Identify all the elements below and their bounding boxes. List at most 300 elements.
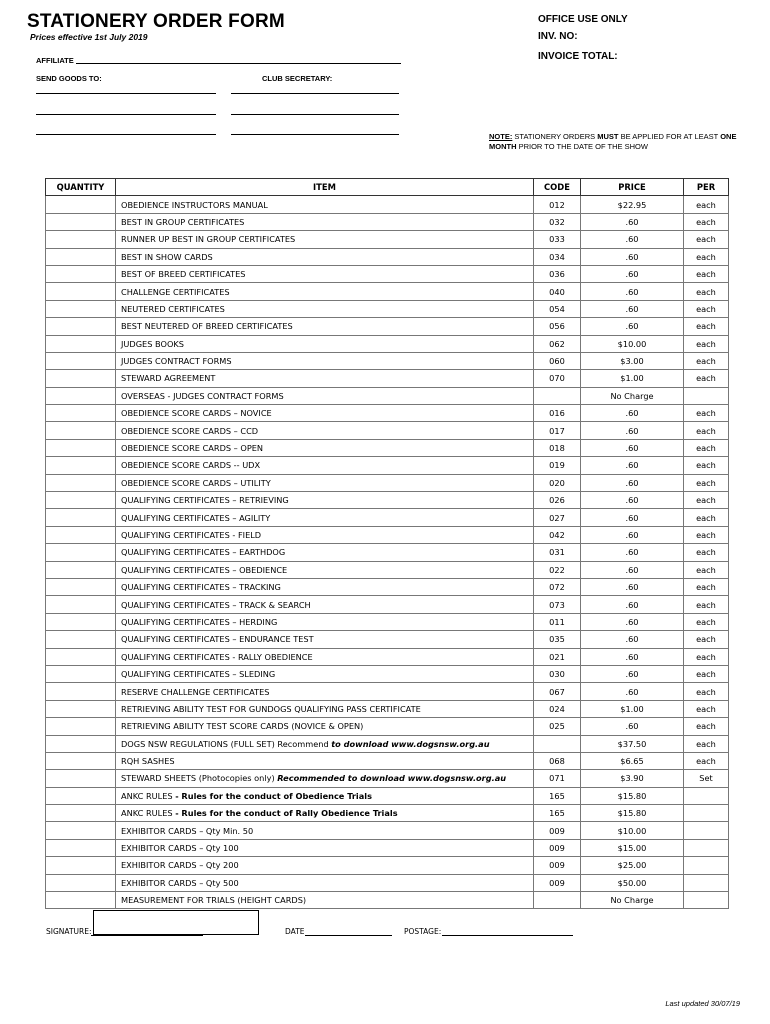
quantity-cell[interactable] xyxy=(46,648,116,665)
item-cell xyxy=(116,787,534,804)
item-text: EXHIBITOR CARDS – Qty 100 xyxy=(121,843,239,854)
item-cell xyxy=(116,335,534,352)
signature-box[interactable] xyxy=(93,910,259,935)
table-row xyxy=(46,787,729,804)
quantity-cell[interactable] xyxy=(46,335,116,352)
send-goods-label: SEND GOODS TO: xyxy=(36,74,102,83)
item-cell xyxy=(116,422,534,439)
code-cell: 070 xyxy=(534,370,581,387)
table-row xyxy=(46,387,729,404)
item-text: EXHIBITOR CARDS – Qty Min. 50 xyxy=(121,825,254,836)
quantity-cell[interactable] xyxy=(46,526,116,543)
price-cell: $15.80 xyxy=(581,805,684,822)
item-cell xyxy=(116,509,534,526)
table-row xyxy=(46,648,729,665)
price-cell: .60 xyxy=(581,648,684,665)
quantity-cell[interactable] xyxy=(46,613,116,630)
code-cell: 009 xyxy=(534,874,581,891)
send-goods-line-3[interactable] xyxy=(36,134,216,135)
postage-field[interactable] xyxy=(442,935,573,936)
quantity-cell[interactable] xyxy=(46,770,116,787)
item-text: NEUTERED CERTIFICATES xyxy=(121,303,225,314)
item-text: QUALIFYING CERTIFICATES – SLEDING xyxy=(121,669,276,680)
per-cell: each xyxy=(684,648,729,665)
item-text: QUALIFYING CERTIFICATES - FIELD xyxy=(121,530,262,540)
item-text: BEST IN GROUP CERTIFICATES xyxy=(121,216,245,227)
code-cell: 042 xyxy=(534,526,581,543)
price-cell: $10.00 xyxy=(581,335,684,352)
code-cell: 072 xyxy=(534,578,581,595)
item-text: EXHIBITOR CARDS – Qty 500 xyxy=(121,877,239,888)
price-cell: $6.65 xyxy=(581,752,684,769)
price-cell: .60 xyxy=(581,596,684,613)
price-cell: .60 xyxy=(581,509,684,526)
per-cell xyxy=(684,857,729,874)
table-row xyxy=(46,665,729,682)
per-cell: each xyxy=(684,544,729,561)
item-bold: - Rules for the conduct of Rally Obedience Trials xyxy=(175,808,398,819)
quantity-cell[interactable] xyxy=(46,422,116,439)
item-text: JUDGES CONTRACT FORMS xyxy=(121,356,232,367)
item-cell xyxy=(116,718,534,735)
code-cell xyxy=(534,735,581,752)
per-cell xyxy=(684,805,729,822)
per-cell: each xyxy=(684,370,729,387)
per-cell: each xyxy=(684,318,729,335)
note-part: PRIOR TO THE DATE OF THE SHOW xyxy=(516,142,648,151)
item-cell xyxy=(116,683,534,700)
item-cell xyxy=(116,631,534,648)
item-cell xyxy=(116,735,534,752)
per-cell: each xyxy=(684,300,729,317)
per-cell: each xyxy=(684,231,729,248)
item-cell xyxy=(116,665,534,682)
table-row xyxy=(46,752,729,769)
code-cell: 031 xyxy=(534,544,581,561)
affiliate-label: AFFILIATE xyxy=(36,56,74,65)
item-header: ITEM xyxy=(116,179,534,196)
quantity-cell[interactable] xyxy=(46,665,116,682)
price-cell: .60 xyxy=(581,474,684,491)
quantity-cell[interactable] xyxy=(46,231,116,248)
code-cell: 032 xyxy=(534,213,581,230)
quantity-cell[interactable] xyxy=(46,718,116,735)
per-cell: each xyxy=(684,265,729,282)
price-cell: $1.00 xyxy=(581,700,684,717)
quantity-cell[interactable] xyxy=(46,631,116,648)
item-text: QUALIFYING CERTIFICATES – RETRIEVING xyxy=(121,495,289,506)
per-cell: Set xyxy=(684,770,729,787)
code-cell: 025 xyxy=(534,718,581,735)
price-cell: .60 xyxy=(581,422,684,439)
per-cell: each xyxy=(684,735,729,752)
invoice-total-label: INVOICE TOTAL: xyxy=(538,51,618,62)
send-goods-line-2[interactable] xyxy=(36,114,216,115)
item-cell xyxy=(116,874,534,891)
note-part: STATIONERY ORDERS xyxy=(512,132,598,141)
price-cell: .60 xyxy=(581,265,684,282)
item-text: RETRIEVING ABILITY TEST SCORE CARDS (NOVICE & OPEN) xyxy=(121,721,364,732)
per-cell: each xyxy=(684,752,729,769)
item-text: JUDGES BOOKS xyxy=(121,338,184,349)
per-cell xyxy=(684,822,729,839)
item-cell xyxy=(116,405,534,422)
quantity-cell[interactable] xyxy=(46,805,116,822)
item-cell xyxy=(116,352,534,369)
item-cell xyxy=(116,300,534,317)
code-cell: 011 xyxy=(534,613,581,630)
code-cell: 071 xyxy=(534,770,581,787)
per-cell: each xyxy=(684,665,729,682)
item-text: QUALIFYING CERTIFICATES – TRACK & SEARCH xyxy=(121,599,311,610)
item-cell xyxy=(116,700,534,717)
item-text: RQH SASHES xyxy=(121,756,175,767)
quantity-cell[interactable] xyxy=(46,492,116,509)
price-cell: $50.00 xyxy=(581,874,684,891)
price-cell: .60 xyxy=(581,457,684,474)
postage-label: POSTAGE: xyxy=(404,927,442,936)
affiliate-field[interactable] xyxy=(76,63,401,64)
quantity-cell[interactable] xyxy=(46,387,116,404)
item-cell xyxy=(116,213,534,230)
code-cell: 165 xyxy=(534,805,581,822)
item-text: QUALIFYING CERTIFICATES – TRACKING xyxy=(121,582,281,593)
item-text: OBEDIENCE SCORE CARDS – OPEN xyxy=(121,443,264,454)
per-cell: each xyxy=(684,596,729,613)
price-cell: .60 xyxy=(581,300,684,317)
price-cell: .60 xyxy=(581,578,684,595)
note-text xyxy=(489,132,749,152)
table-row xyxy=(46,492,729,509)
table-row xyxy=(46,770,729,787)
item-bold: - Rules for the conduct of Obedience Trials xyxy=(175,790,372,801)
code-cell: 019 xyxy=(534,457,581,474)
code-cell: 009 xyxy=(534,822,581,839)
table-row xyxy=(46,822,729,839)
item-text: OVERSEAS - JUDGES CONTRACT FORMS xyxy=(121,390,284,401)
table-row xyxy=(46,405,729,422)
quantity-cell[interactable] xyxy=(46,822,116,839)
item-cell xyxy=(116,526,534,543)
table-row xyxy=(46,857,729,874)
item-text: CHALLENGE CERTIFICATES xyxy=(121,286,230,297)
per-cell: each xyxy=(684,283,729,300)
price-cell: No Charge xyxy=(581,387,684,404)
quantity-cell[interactable] xyxy=(46,596,116,613)
item-cell xyxy=(116,822,534,839)
code-cell: 009 xyxy=(534,857,581,874)
note-label: NOTE: xyxy=(489,132,513,141)
price-cell: .60 xyxy=(581,544,684,561)
quantity-cell[interactable] xyxy=(46,735,116,752)
code-cell: 054 xyxy=(534,300,581,317)
code-cell: 035 xyxy=(534,631,581,648)
item-cell xyxy=(116,492,534,509)
per-cell: each xyxy=(684,439,729,456)
item-cell xyxy=(116,648,534,665)
per-cell: each xyxy=(684,700,729,717)
item-cell xyxy=(116,752,534,769)
table-header-row xyxy=(46,179,729,196)
office-use-label: OFFICE USE ONLY xyxy=(538,14,628,25)
item-cell xyxy=(116,196,534,213)
table-row xyxy=(46,578,729,595)
item-text: RETRIEVING ABILITY TEST FOR GUNDOGS QUALIFYING PASS CERTIFICATE xyxy=(121,703,421,714)
inv-no-label: INV. NO: xyxy=(538,31,578,42)
item-text: ANKC RULES xyxy=(121,808,176,819)
per-cell: each xyxy=(684,405,729,422)
code-cell: 017 xyxy=(534,422,581,439)
item-text: QUALIFYING CERTIFICATES – AGILITY xyxy=(121,512,271,523)
table-row xyxy=(46,561,729,578)
code-cell: 068 xyxy=(534,752,581,769)
quantity-cell[interactable] xyxy=(46,561,116,578)
quantity-cell[interactable] xyxy=(46,787,116,804)
item-cell xyxy=(116,857,534,874)
item-cell xyxy=(116,265,534,282)
item-text: OBEDIENCE SCORE CARDS – UTILITY xyxy=(121,477,271,488)
table-row xyxy=(46,439,729,456)
table-row xyxy=(46,805,729,822)
table-row xyxy=(46,283,729,300)
code-cell: 021 xyxy=(534,648,581,665)
price-cell: .60 xyxy=(581,665,684,682)
per-cell xyxy=(684,892,729,909)
signature-field[interactable] xyxy=(91,935,203,936)
item-text: ANKC RULES xyxy=(121,790,176,801)
quantity-cell[interactable] xyxy=(46,839,116,856)
table-row xyxy=(46,300,729,317)
table-row xyxy=(46,735,729,752)
price-cell: .60 xyxy=(581,231,684,248)
item-text: STEWARD SHEETS (Photocopies only) xyxy=(121,773,278,784)
item-cell xyxy=(116,370,534,387)
prices-effective: Prices effective 1st July 2019 xyxy=(30,32,148,42)
item-cell xyxy=(116,805,534,822)
code-cell: 056 xyxy=(534,318,581,335)
code-cell: 018 xyxy=(534,439,581,456)
last-updated: Last updated 30/07/19 xyxy=(665,999,740,1008)
item-text: QUALIFYING CERTIFICATES – ENDURANCE TEST xyxy=(121,634,314,645)
item-cell xyxy=(116,457,534,474)
item-text: STEWARD AGREEMENT xyxy=(121,373,216,384)
quantity-cell[interactable] xyxy=(46,544,116,561)
note-part: BE APPLIED FOR AT LEAST xyxy=(618,132,721,141)
item-text: DOGS NSW REGULATIONS (FULL SET) Recommend xyxy=(121,738,332,749)
price-cell: .60 xyxy=(581,318,684,335)
per-cell: each xyxy=(684,683,729,700)
price-cell: $25.00 xyxy=(581,857,684,874)
code-cell: 034 xyxy=(534,248,581,265)
table-row xyxy=(46,265,729,282)
code-cell: 022 xyxy=(534,561,581,578)
price-cell: .60 xyxy=(581,561,684,578)
quantity-cell[interactable] xyxy=(46,439,116,456)
item-cell xyxy=(116,231,534,248)
per-cell: each xyxy=(684,631,729,648)
per-cell xyxy=(684,387,729,404)
item-text: BEST OF BREED CERTIFICATES xyxy=(121,269,246,280)
quantity-cell[interactable] xyxy=(46,213,116,230)
table-row xyxy=(46,596,729,613)
table-row xyxy=(46,422,729,439)
send-goods-line-1[interactable] xyxy=(36,93,216,94)
quantity-cell[interactable] xyxy=(46,683,116,700)
club-secretary-line-2[interactable] xyxy=(231,114,399,115)
per-cell: each xyxy=(684,422,729,439)
item-cell xyxy=(116,248,534,265)
code-header: CODE xyxy=(534,179,581,196)
per-cell xyxy=(684,787,729,804)
quantity-cell[interactable] xyxy=(46,300,116,317)
per-cell xyxy=(684,839,729,856)
item-cell xyxy=(116,613,534,630)
quantity-cell[interactable] xyxy=(46,892,116,909)
per-cell: each xyxy=(684,474,729,491)
code-cell: 062 xyxy=(534,335,581,352)
table-row xyxy=(46,457,729,474)
per-cell: each xyxy=(684,213,729,230)
price-cell: $1.00 xyxy=(581,370,684,387)
quantity-cell[interactable] xyxy=(46,752,116,769)
quantity-cell[interactable] xyxy=(46,370,116,387)
table-row xyxy=(46,892,729,909)
price-cell: .60 xyxy=(581,213,684,230)
code-cell xyxy=(534,387,581,404)
price-header: PRICE xyxy=(581,179,684,196)
table-row xyxy=(46,352,729,369)
code-cell: 060 xyxy=(534,352,581,369)
item-text: MEASUREMENT FOR TRIALS (HEIGHT CARDS) xyxy=(121,895,307,906)
table-row xyxy=(46,613,729,630)
item-text: RESERVE CHALLENGE CERTIFICATES xyxy=(121,686,270,697)
quantity-cell[interactable] xyxy=(46,857,116,874)
table-row xyxy=(46,631,729,648)
quantity-header: QUANTITY xyxy=(46,179,116,196)
per-cell: each xyxy=(684,509,729,526)
code-cell: 033 xyxy=(534,231,581,248)
item-cell xyxy=(116,474,534,491)
item-text: BEST IN SHOW CARDS xyxy=(121,251,213,262)
price-cell: $22.95 xyxy=(581,196,684,213)
item-emphasis: Recommended to download www.dogsnsw.org.au xyxy=(277,773,507,784)
table-row xyxy=(46,474,729,491)
item-cell xyxy=(116,544,534,561)
per-cell: each xyxy=(684,457,729,474)
table-row xyxy=(46,248,729,265)
quantity-cell[interactable] xyxy=(46,457,116,474)
price-cell: $3.00 xyxy=(581,352,684,369)
item-cell xyxy=(116,439,534,456)
per-cell: each xyxy=(684,526,729,543)
per-cell xyxy=(684,874,729,891)
table-row xyxy=(46,196,729,213)
code-cell: 012 xyxy=(534,196,581,213)
table-row xyxy=(46,718,729,735)
price-cell: $15.00 xyxy=(581,839,684,856)
quantity-cell[interactable] xyxy=(46,318,116,335)
quantity-cell[interactable] xyxy=(46,474,116,491)
price-cell: .60 xyxy=(581,718,684,735)
code-cell: 027 xyxy=(534,509,581,526)
code-cell: 073 xyxy=(534,596,581,613)
code-cell: 016 xyxy=(534,405,581,422)
table-row xyxy=(46,335,729,352)
price-cell: $10.00 xyxy=(581,822,684,839)
price-cell: .60 xyxy=(581,683,684,700)
price-cell: $37.50 xyxy=(581,735,684,752)
note-month: MONTH xyxy=(489,142,517,151)
per-cell: each xyxy=(684,352,729,369)
table-row xyxy=(46,839,729,856)
item-text: RUNNER UP BEST IN GROUP CERTIFICATES xyxy=(121,234,296,245)
club-secretary-line-1[interactable] xyxy=(231,93,399,94)
item-cell xyxy=(116,578,534,595)
signature-label: SIGNATURE: xyxy=(46,927,92,936)
club-secretary-label: CLUB SECRETARY: xyxy=(262,74,333,83)
quantity-cell[interactable] xyxy=(46,509,116,526)
item-text: QUALIFYING CERTIFICATES – EARTHDOG xyxy=(121,547,286,558)
item-text: QUALIFYING CERTIFICATES - RALLY OBEDIENCE xyxy=(121,651,313,662)
item-cell xyxy=(116,596,534,613)
quantity-cell[interactable] xyxy=(46,352,116,369)
item-text: OBEDIENCE SCORE CARDS – NOVICE xyxy=(121,408,272,419)
quantity-cell[interactable] xyxy=(46,700,116,717)
code-cell: 040 xyxy=(534,283,581,300)
quantity-cell[interactable] xyxy=(46,283,116,300)
item-cell xyxy=(116,839,534,856)
per-cell: each xyxy=(684,718,729,735)
order-table xyxy=(45,178,729,909)
quantity-cell[interactable] xyxy=(46,874,116,891)
date-field[interactable] xyxy=(305,935,392,936)
code-cell: 067 xyxy=(534,683,581,700)
note-one: ONE xyxy=(720,132,737,141)
club-secretary-line-3[interactable] xyxy=(231,134,399,135)
quantity-cell[interactable] xyxy=(46,265,116,282)
price-cell: .60 xyxy=(581,631,684,648)
item-cell xyxy=(116,561,534,578)
table-row xyxy=(46,874,729,891)
table-row xyxy=(46,544,729,561)
price-cell: .60 xyxy=(581,248,684,265)
quantity-cell[interactable] xyxy=(46,405,116,422)
item-text: QUALIFYING CERTIFICATES – HERDING xyxy=(121,616,278,627)
quantity-cell[interactable] xyxy=(46,248,116,265)
form-title: STATIONERY ORDER FORM xyxy=(27,11,285,32)
code-cell: 030 xyxy=(534,665,581,682)
price-cell: .60 xyxy=(581,405,684,422)
item-cell xyxy=(116,283,534,300)
price-cell: .60 xyxy=(581,283,684,300)
code-cell: 165 xyxy=(534,787,581,804)
price-cell: $3.90 xyxy=(581,770,684,787)
table-row xyxy=(46,231,729,248)
item-text: OBEDIENCE SCORE CARDS -- UDX xyxy=(121,460,261,471)
note-must: MUST xyxy=(597,132,619,141)
per-cell: each xyxy=(684,196,729,213)
quantity-cell[interactable] xyxy=(46,578,116,595)
item-cell xyxy=(116,387,534,404)
table-row xyxy=(46,526,729,543)
price-cell: No Charge xyxy=(581,892,684,909)
price-cell: .60 xyxy=(581,439,684,456)
per-cell: each xyxy=(684,561,729,578)
per-cell: each xyxy=(684,492,729,509)
table-row xyxy=(46,509,729,526)
per-cell: each xyxy=(684,613,729,630)
quantity-cell[interactable] xyxy=(46,196,116,213)
